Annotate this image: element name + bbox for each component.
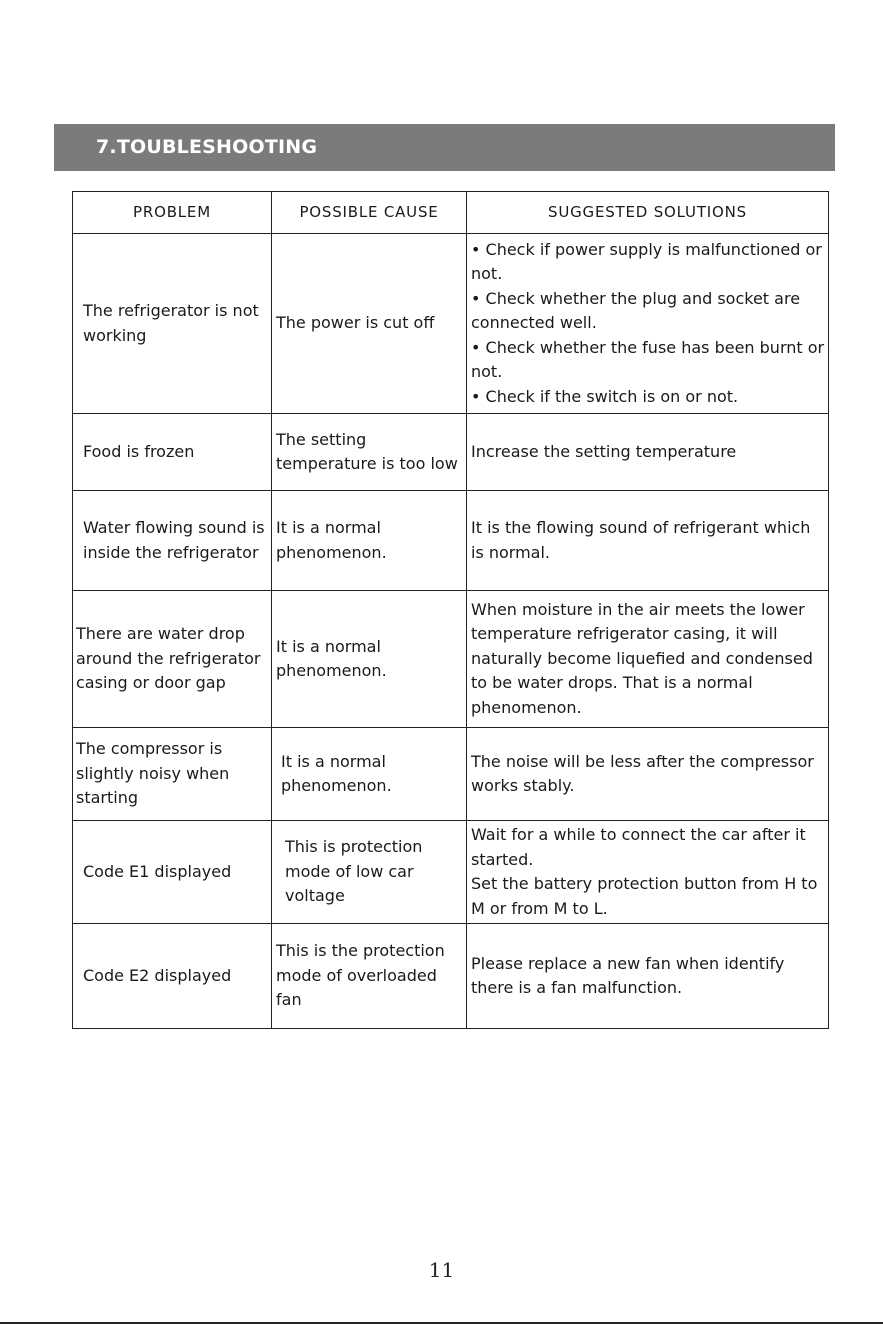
page-number: 11 <box>428 1258 455 1282</box>
cause-cell: It is a normal phenomenon. <box>272 728 467 821</box>
solution-line: The noise will be less after the compressor works stably. <box>471 751 814 795</box>
cause-cell: The setting temperature is too low <box>272 414 467 491</box>
section-title-banner <box>54 124 835 171</box>
cause-cell: This is the protection mode of overloaded fan <box>272 924 467 1029</box>
solution-cell <box>467 234 829 414</box>
table-row <box>73 821 829 924</box>
solution-line: Wait for a while to connect the car after it started. <box>471 825 806 869</box>
section-title: 7.TOUBLESHOOTING <box>96 136 318 158</box>
cause-cell: This is protection mode of low car voltage <box>272 821 467 924</box>
cause-cell: It is a normal phenomenon. <box>272 591 467 728</box>
table-header-row <box>73 192 829 234</box>
solution-line: It is the flowing sound of refrigerant which is normal. <box>471 518 811 562</box>
problem-cell: The refrigerator is not working <box>73 234 272 414</box>
table-row <box>73 728 829 821</box>
solution-line: Increase the setting temperature <box>471 441 737 461</box>
solution-line: Set the battery protection button from H to M or from M to L. <box>471 874 818 918</box>
table-row <box>73 234 829 414</box>
solution-line: • Check if power supply is malfunctioned or not. <box>471 239 822 284</box>
problem-cell: The compressor is slightly noisy when starting <box>73 728 272 821</box>
table-row <box>73 491 829 591</box>
header-problem: PROBLEM <box>73 192 272 234</box>
solution-cell <box>467 414 829 491</box>
problem-cell: Food is frozen <box>73 414 272 491</box>
troubleshooting-table <box>72 191 829 1029</box>
problem-cell: Code E2 displayed <box>73 924 272 1029</box>
solution-cell <box>467 728 829 821</box>
table-row <box>73 414 829 491</box>
solution-line: • Check whether the plug and socket are connected well. <box>471 288 801 333</box>
cause-cell: It is a normal phenomenon. <box>272 491 467 591</box>
problem-cell: Water flowing sound is inside the refrigerator <box>73 491 272 591</box>
solution-line: • Check if the switch is on or not. <box>471 386 739 406</box>
header-suggested-solutions: SUGGESTED SOLUTIONS <box>467 192 829 234</box>
table-row <box>73 591 829 728</box>
header-possible-cause: POSSIBLE CAUSE <box>272 192 467 234</box>
solution-line: When moisture in the air meets the lower temperature refrigerator casing, it will naturally become liquefied and condensed to be water drops. That is a normal phenomenon. <box>471 599 813 717</box>
solution-cell <box>467 821 829 924</box>
solution-line: Please replace a new fan when identify there is a fan malfunction. <box>471 953 785 997</box>
solution-cell <box>467 591 829 728</box>
solution-line: • Check whether the fuse has been burnt or not. <box>471 337 825 382</box>
problem-cell: There are water drop around the refrigerator casing or door gap <box>73 591 272 728</box>
solution-cell <box>467 491 829 591</box>
cause-cell: The power is cut off <box>272 234 467 414</box>
problem-cell: Code E1 displayed <box>73 821 272 924</box>
table-row <box>73 924 829 1029</box>
solution-cell <box>467 924 829 1029</box>
